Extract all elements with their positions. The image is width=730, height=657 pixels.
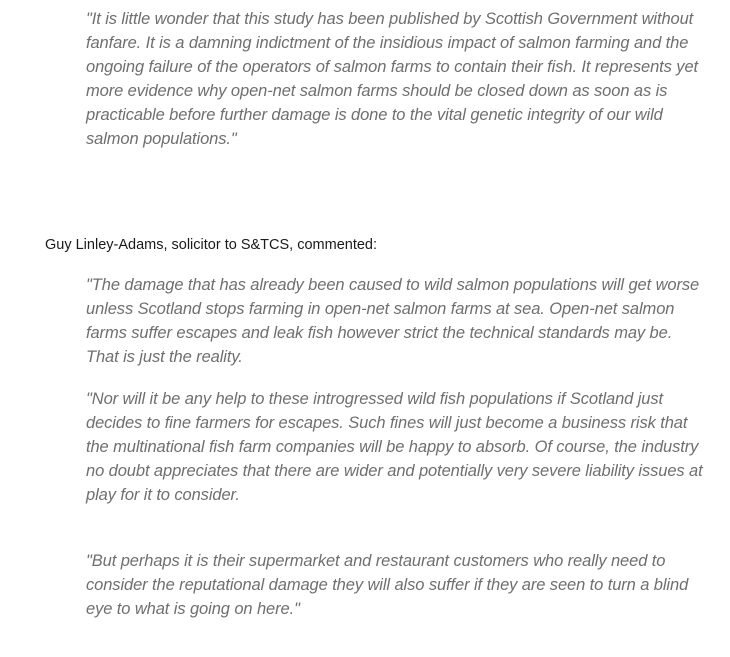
quote-paragraph-1: "It is little wonder that this study has been published by Scottish Government without fanfare. It is a damning indictment of the insidious impact of salmon farming and the ongoing failure of the operators of salmon farms to contain their fish. It represents yet more evidence why open-net salmon farms should be closed down as soon as is practicable before further damage is done to the vital genetic integrity of our wild salmon populations." xyxy=(86,10,699,148)
quote-paragraph-3: "Nor will it be any help to these introgressed wild fish populations if Scotland just decides to fine farmers for escapes. Such fines will just become a business risk that the multinational fish farm companies will be happy to absorb. Of course, the industry no doubt appreciates that there are wider and potentially very severe liability issues at play for it to consider. xyxy=(86,390,703,504)
attribution-line: Guy Linley-Adams, solicitor to S&TCS, commented: xyxy=(45,237,378,253)
quote-paragraph-4: "But perhaps it is their supermarket and restaurant customers who really need to consider the reputational damage they will also suffer if they are seen to turn a blind eye to what is going on here." xyxy=(86,552,689,618)
quote-paragraph-2: "The damage that has already been caused to wild salmon populations will get worse unless Scotland stops farming in open-net salmon farms at sea. Open-net salmon farms suffer escapes and leak fish however strict the technical standards may be. That is just the reality. xyxy=(86,276,700,366)
